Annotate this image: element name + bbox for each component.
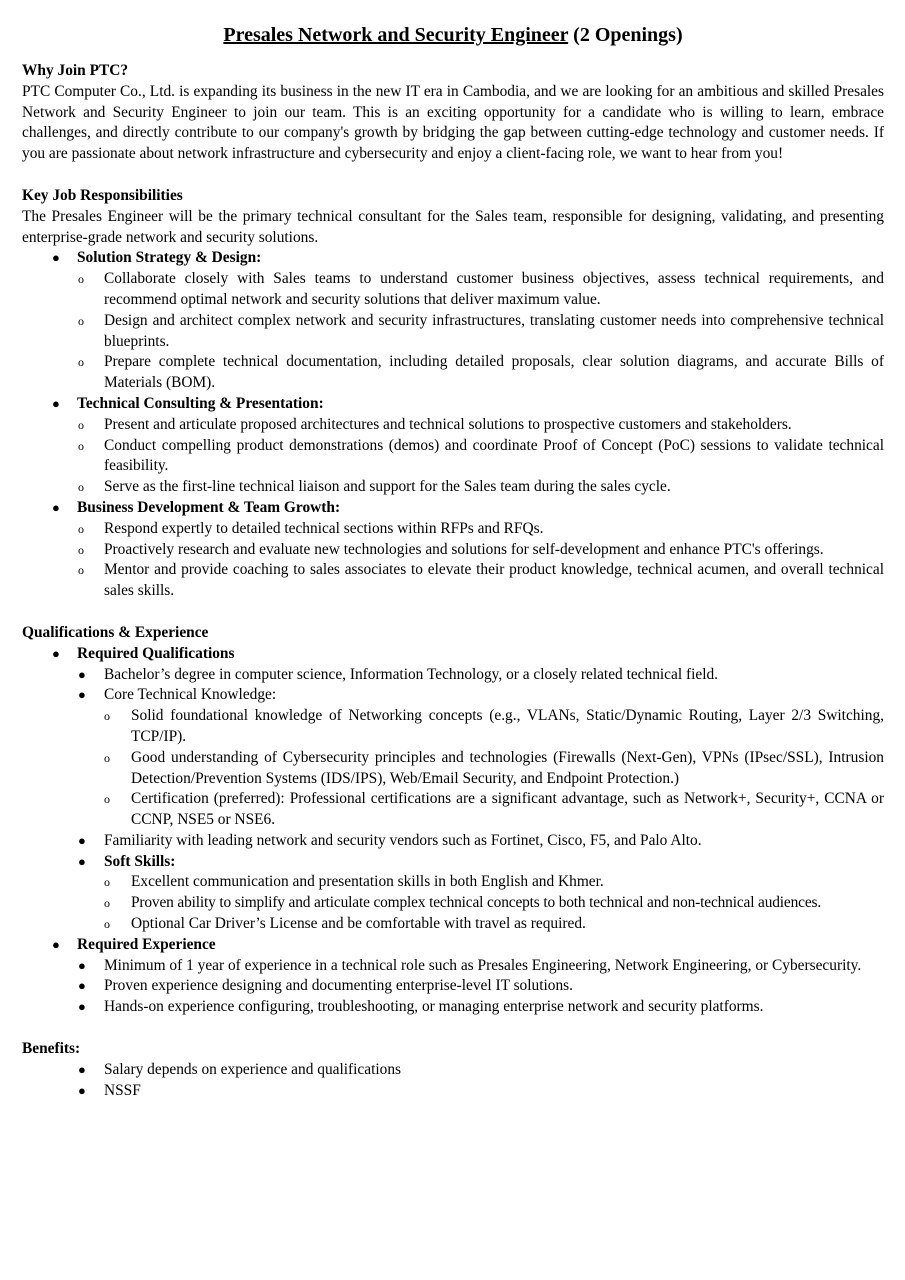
list-item <box>22 706 884 748</box>
list-item <box>22 852 884 873</box>
item-text: Serve as the first-line technical liaison and support for the Sales team during the sales cycle. <box>104 478 671 496</box>
circle-marker: o <box>104 875 110 890</box>
item-text: Solid foundational knowledge of Networking concepts (e.g., VLANs, Static/Dynamic Routing, Layer 2/3 Switching, TCP/IP). <box>131 707 884 745</box>
item-text: Prepare complete technical documentation, including detailed proposals, clear solution diagrams, and accurate Bills of Materials (BOM). <box>104 353 884 392</box>
required-items <box>22 831 884 873</box>
circle-marker: o <box>104 896 110 911</box>
group-solution-strategy <box>22 248 884 269</box>
item-text: Good understanding of Cybersecurity principles and technologies (Firewalls (Next-Gen), VPNs (IPsec/SSL), Intrusion Detection/Prevention Systems (IDS/IPS), Web/Email Security, and Endpoint Protection.) <box>131 748 884 787</box>
benefit-items <box>22 1060 884 1102</box>
bullet-marker: ● <box>78 687 86 703</box>
list-item <box>22 436 884 478</box>
list-item <box>22 560 884 602</box>
responsibility-groups <box>22 394 884 415</box>
list-item <box>22 665 884 686</box>
circle-marker: o <box>78 355 84 370</box>
responsibility-groups <box>22 248 884 269</box>
item-text: Conduct compelling product demonstrations (demos) and coordinate Proof of Concept (PoC) sessions to validate technical feasibility. <box>104 436 884 475</box>
core-items <box>22 706 884 831</box>
item-text: Optional Car Driver’s License and be comfortable with travel as required. <box>131 915 586 933</box>
list-item <box>22 685 884 706</box>
list-item <box>22 997 884 1018</box>
group-items <box>22 415 884 498</box>
group-title: Technical Consulting & Presentation: <box>77 394 324 412</box>
responsibilities-heading: Key Job Responsibilities <box>22 186 183 204</box>
bullet-marker: ● <box>78 1061 86 1077</box>
document-page <box>22 22 884 1101</box>
item-text: Hands-on experience configuring, troubleshooting, or managing enterprise network and security platforms. <box>104 998 764 1016</box>
circle-marker: o <box>104 792 110 807</box>
bullet-marker: ● <box>78 978 86 994</box>
list-item <box>22 914 884 935</box>
list-item <box>22 956 884 977</box>
group-title: Required Qualifications <box>77 644 235 662</box>
item-text: Core Technical Knowledge: <box>104 686 277 704</box>
why-body: PTC Computer Co., Ltd. is expanding its business in the new IT era in Cambodia, and we are looking for an ambitious and skilled Presales Network and Security Engineer to join our team. This is an exciting opportunity for a candidate who is willing to learn, embrace challenges, and directly contribute to our company's growth by bridging the gap between cutting-edge technology and customer needs. If you are passionate about network infrastructure and cybersecurity and enjoy a client-facing role, we want to hear from you! <box>22 82 884 163</box>
item-text: Proven experience designing and documenting enterprise-level IT solutions. <box>104 977 574 995</box>
item-text: Salary depends on experience and qualifications <box>104 1060 402 1078</box>
responsibility-groups <box>22 498 884 519</box>
item-text: Excellent communication and presentation skills in both English and Khmer. <box>131 873 604 891</box>
item-text: Present and articulate proposed architectures and technical solutions to prospective customers and stakeholders. <box>104 415 792 433</box>
circle-marker: o <box>78 563 84 578</box>
list-item <box>22 415 884 436</box>
title-main: Presales Network and Security Engineer <box>223 24 569 46</box>
bullet-marker: ● <box>52 645 60 661</box>
group-title: Solution Strategy & Design: <box>77 249 262 267</box>
circle-marker: o <box>104 709 110 724</box>
list-item <box>22 976 884 997</box>
circle-marker: o <box>78 521 84 536</box>
group-items <box>22 519 884 602</box>
circle-marker: o <box>78 480 84 495</box>
experience-items <box>22 956 884 1018</box>
list-item <box>22 1081 884 1102</box>
qualification-groups <box>22 935 884 956</box>
list-item <box>22 477 884 498</box>
list-item <box>22 831 884 852</box>
item-text: Minimum of 1 year of experience in a technical role such as Presales Engineering, Network Engineering, or Cybersecurity. <box>104 956 862 974</box>
qualification-groups <box>22 644 884 665</box>
bullet-marker: ● <box>78 853 86 869</box>
bullet-marker: ● <box>78 666 86 682</box>
circle-marker: o <box>104 917 110 932</box>
item-text: Proactively research and evaluate new technologies and solutions for self-development and enhance PTC's offerings. <box>104 540 824 558</box>
bullet-marker: ● <box>52 936 60 952</box>
group-technical-consulting <box>22 394 884 415</box>
group-required-experience <box>22 935 884 956</box>
circle-marker: o <box>78 417 84 432</box>
item-text: Collaborate closely with Sales teams to understand customer business objectives, assess technical requirements, and recommend optimal network and security solutions that deliver maximum value. <box>104 270 884 308</box>
list-item <box>22 352 884 394</box>
item-text: Bachelor’s degree in computer science, Information Technology, or a closely related technical field. <box>104 665 719 683</box>
circle-marker: o <box>78 542 84 557</box>
item-text: Familiarity with leading network and security vendors such as Fortinet, Cisco, F5, and Palo Alto. <box>104 831 702 849</box>
group-items <box>22 269 884 394</box>
item-text: Proven ability to simplify and articulate complex technical concepts to both technical and non-technical audiences. <box>131 894 822 912</box>
title-suffix: (2 Openings) <box>568 24 683 46</box>
bullet-marker: ● <box>52 395 60 411</box>
required-items <box>22 665 884 707</box>
list-item <box>22 748 884 790</box>
page-title <box>22 22 884 48</box>
list-item <box>22 269 884 311</box>
bullet-marker: ● <box>52 250 60 266</box>
list-item <box>22 872 884 893</box>
qualifications-heading: Qualifications & Experience <box>22 623 209 641</box>
group-business-development <box>22 498 884 519</box>
bullet-marker: ● <box>78 1082 86 1098</box>
bullet-marker: ● <box>52 499 60 515</box>
group-title: Business Development & Team Growth: <box>77 498 341 516</box>
list-item <box>22 1060 884 1081</box>
group-required-qualifications <box>22 644 884 665</box>
why-heading: Why Join PTC? <box>22 62 129 79</box>
item-text: Certification (preferred): Professional certifications are a significant advantage, such as Network+, Security+, CCNA or CCNP, NSE5 or NSE6. <box>131 790 884 829</box>
bullet-marker: ● <box>78 999 86 1015</box>
circle-marker: o <box>104 750 110 765</box>
item-text: Respond expertly to detailed technical sections within RFPs and RFQs. <box>104 519 544 537</box>
bullet-marker: ● <box>78 957 86 973</box>
list-item <box>22 519 884 540</box>
benefits-heading: Benefits: <box>22 1040 81 1058</box>
group-title: Required Experience <box>77 935 216 953</box>
circle-marker: o <box>78 438 84 453</box>
responsibilities-intro: The Presales Engineer will be the primary technical consultant for the Sales team, responsible for designing, validating, and presenting enterprise-grade network and security solutions. <box>22 207 884 246</box>
list-item <box>22 311 884 353</box>
soft-items <box>22 872 884 934</box>
item-text: Soft Skills: <box>104 852 176 870</box>
list-item <box>22 540 884 561</box>
item-text: Design and architect complex network and security infrastructures, translating customer needs into comprehensive technical blueprints. <box>104 311 884 350</box>
list-item <box>22 893 884 914</box>
circle-marker: o <box>78 313 84 328</box>
bullet-marker: ● <box>78 832 86 848</box>
list-item <box>22 789 884 831</box>
circle-marker: o <box>78 272 84 287</box>
item-text: Mentor and provide coaching to sales associates to elevate their product knowledge, technical acumen, and overall technical sales skills. <box>104 561 884 600</box>
item-text: NSSF <box>104 1081 141 1099</box>
